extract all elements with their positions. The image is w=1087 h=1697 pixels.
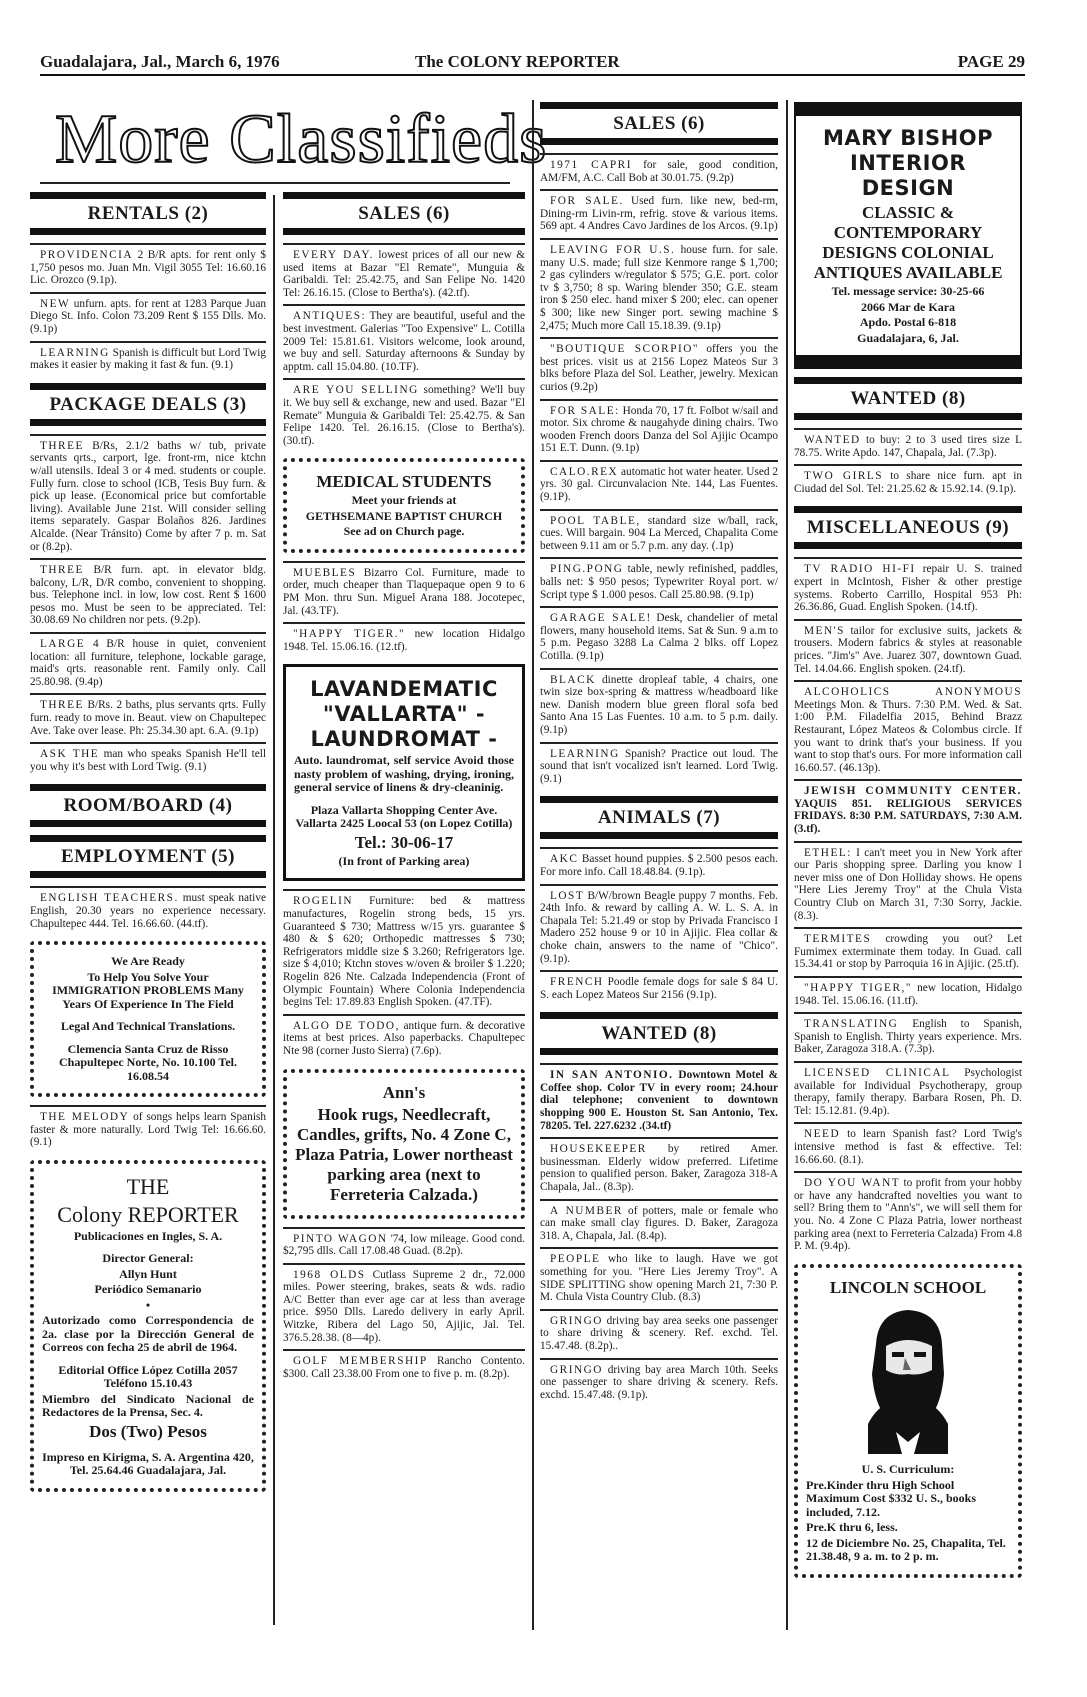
box-text-line: Tel.: 30-06-17 xyxy=(354,832,454,852)
ad-text: to profit from your hobby or have any handcrafted novelties you want to sell? Bring them to "Ann's", we will sell them for you. No. 4 Zone C Plaza Patria, lower northeast parking area (next to Ferreteria Calzada) From 4.8 P. M. (9.4p). xyxy=(794,1177,1022,1253)
classified-ad xyxy=(540,970,778,1006)
box-text-line: Guadalajara, 6, Jal. xyxy=(857,330,959,345)
ad-text: 2 B/R apts. for rent only $ 1,750 pesos mo. Juan Mn. Vigil 3055 Tel: 16.60.16 Lic. Orozco (9.1p). xyxy=(30,249,266,287)
ad-lead-words: LEARNING xyxy=(550,747,620,760)
ad-lead-words: TV RADIO HI-FI xyxy=(804,563,916,576)
classified-ad xyxy=(540,1063,778,1137)
box-text-line: Auto. laundromat, self service Avoid those nasty problem of washing, drying, ironing, general service of linens & dry-cleaninig. xyxy=(294,753,514,795)
ad-lead-words: BLACK xyxy=(550,673,596,686)
ad-lead-words: 1971 CAPRI xyxy=(550,159,632,171)
ad-lead-words: POOL TABLE, xyxy=(550,514,641,527)
section-header: ANIMALS (7) xyxy=(540,796,778,839)
ad-text: unfurn. apts. for rent at 1283 Parque Juan Diego St. Info. Colon 73.209 Rent $ 155 Dlls. Mo. (9.1p) xyxy=(30,297,266,335)
classified-ad xyxy=(283,622,525,658)
classified-ad xyxy=(283,1263,525,1350)
page-title: More Classifieds xyxy=(55,101,548,178)
column-3 xyxy=(540,96,778,1406)
classified-ad xyxy=(794,1171,1022,1258)
ad-text: repair U. S. trained expert in McIntosh, Fisher & other prestige systems. Roberto Carrillo, Hospital 953 Ph: 26.36.86, Guad. English Spoken. (14.tf). xyxy=(794,563,1022,614)
ad-text: standard size w/ball, rack, cues. Will bargain. 904 La Merced, Chapalita Come between 9.11 am or 5.7 p.m. any day. (.1p) xyxy=(540,514,778,552)
classified-ad xyxy=(283,1227,525,1263)
ad-lead-words: GRINGO xyxy=(550,1363,603,1376)
ad-text: Poodle female dogs for sale $ 84 U. S. each Lopez Mateos Sur 2156 (9.1p). xyxy=(540,976,779,1001)
ad-lead-words: TERMITES xyxy=(804,933,872,946)
classified-ad xyxy=(540,238,778,337)
box-text-line: Director General: xyxy=(102,1251,194,1266)
ad-text: offers you the best prices. visit us at 2156 Lopez Mateos Sur 3 blks before Plaza del Sol. Leather, jewelry. Mexican curios (9.2p) xyxy=(540,343,778,393)
classified-ad xyxy=(794,1061,1022,1122)
box-text-line: Meet your friends at xyxy=(351,493,457,508)
classified-ad xyxy=(540,668,778,742)
dateline: Guadalajara, Jal., March 6, 1976 xyxy=(40,52,280,71)
ad-text: man who speaks Spanish He'll tell you why it's best with Lord Twig. (9.1) xyxy=(30,748,266,773)
classified-ad xyxy=(794,1122,1022,1171)
ad-lead-words: DO YOU WANT xyxy=(804,1177,901,1190)
classified-ad xyxy=(30,558,266,632)
box-text-line: LAVANDEMATIC "VALLARTA" - LAUNDROMAT - xyxy=(310,677,498,752)
classified-ad xyxy=(283,378,525,452)
ad-text: Furniture: bed & mattress manufactures, Rogelin strong beds, 15 yrs. Guaranteed $ 730; Mattress w/15 yrs. guarantee $ 480 & $ 620; Orthopedic mattresses $ 730; Refrigerators middle size $ 3.260; Refrigerators lge. size $ 4,010; Ktchn stoves w/oven & broiler $ 1.220; Rogelin 826 Nte. Calzada Independencia (Front of Olympic Fountain) Where Colonia Independencia begins Tel: 17.89.83 English Spoken. (47.TF). xyxy=(283,895,525,1009)
classified-ad xyxy=(283,304,525,378)
ad-lead-words: "HAPPY TIGER." xyxy=(293,628,406,641)
classified-ad xyxy=(540,399,778,460)
ad-lead-words: EVERY DAY. xyxy=(293,249,374,261)
ad-lead-words: FOR SALE. xyxy=(550,195,624,208)
box-text-line: Dos (Two) Pesos xyxy=(89,1421,207,1441)
box-text-line: Autorizado como Correspondencia de 2a. clase por la Dirección General de Correos con fecha 25 de abril de 1964. xyxy=(42,1313,254,1355)
ad-text: Meetings Mon. & Thurs. 7:30 P.M. Wed. & Sat. 1:00 P.M. Filadelfia 2015, Behind Brazz Restaurant, López Mateos & Colombus circle. If you want to drink that's your business. If you want to stop that's ours. For more information call 16.60.57. (46.13p). xyxy=(794,698,1022,774)
box-text-line: Hook rugs, Needlecraft, Candles, grifts, No. 4 Zone C, Plaza Patria, Lower northeast parking area (next to Ferreteria Calzada.) xyxy=(295,1104,513,1204)
box-text-line: CLASSIC & CONTEMPORARY DESIGNS COLONIAL ANTIQUES AVAILABLE xyxy=(813,203,1003,282)
classified-ad xyxy=(283,889,525,1013)
box-text-line: See ad on Church page. xyxy=(343,524,465,539)
box-text-line: MEDICAL STUDENTS xyxy=(316,472,492,492)
medical-students-ad xyxy=(283,458,525,553)
ad-text: to learn Spanish fast? Lord Twig's intensive method is fast & effective. Tel: 16.66.60. (8.1). xyxy=(794,1128,1022,1166)
ad-text: Psychologist available for Individual Psychotherapy, group therapy, family therapy. Barbara Rosen, Ph. D. Tel: 15.12.81. (9.4p). xyxy=(794,1066,1022,1117)
section-header: SALES (6) xyxy=(540,102,778,145)
ad-lead-words: GOLF MEMBERSHIP xyxy=(293,1355,428,1368)
ad-lead-words: TRANSLATING xyxy=(804,1018,899,1031)
ad-lead-words: THREE xyxy=(40,439,84,452)
ad-lead-words: GRINGO xyxy=(550,1314,603,1327)
classified-ad xyxy=(540,460,778,509)
section-header: ROOM/BOARD (4) xyxy=(30,784,266,827)
ad-text: must speak native English, 20.30 years no experience necessary. Chapultepec 444. Tel. 16.66.60. (44.tf). xyxy=(30,892,266,930)
colony-reporter-masthead xyxy=(30,1160,266,1492)
ad-text: B/Rs. 2 baths, plus servants qrts. Fully furn. ready to move in. Beaut. view on Chapultepec Ave. Take over lease. Ph: 25.34.30 apt. 6.A. (9.1p) xyxy=(30,699,267,737)
ad-text: Used furn. like new, bed-rm, Dining-rm Livin-rm, refrig. stove & various items. 569 apt. 4 Andres Cavo Jardines de los Arcos. (9.1p) xyxy=(540,195,778,233)
classified-ad xyxy=(540,509,778,558)
ad-lead-words: LARGE xyxy=(40,638,86,651)
ad-text: to share nice furn. apt in Ciudad del Sol. Tel: 21.25.62 & 15.92.14. (9.1p). xyxy=(794,470,1023,495)
column-divider xyxy=(532,100,534,1630)
ad-lead-words: GARAGE SALE! xyxy=(550,612,652,625)
classified-ad xyxy=(540,1137,778,1198)
ad-text: who like to laugh. Have we got something for you. "Here Lies Jeremy Troy". A SIDE SPLITTING show opening March 21, 7:30 P. M. Chula Vista Country Club. (8.3) xyxy=(540,1253,778,1304)
classified-ad xyxy=(283,561,525,622)
box-text-line: THE xyxy=(126,1173,170,1199)
ad-lead-words: IN SAN ANTONIO. xyxy=(550,1069,674,1082)
ad-text: driving bay area seeks one passenger to share driving & scenery. Ref. exchd. Tel. 15.47.48. (8.2p).. xyxy=(540,1314,778,1352)
ad-text: by retired Amer. businessman. Elderly widow preferred. Lifetime pension to qualified person. Baker, Zaragoza 318-A Chapala, Jal.. (8.3p). xyxy=(540,1143,778,1194)
lincoln-portrait-image xyxy=(806,1304,1010,1458)
title-divider xyxy=(40,182,510,184)
ad-text: Cutlass Supreme 2 dr., 72.000 miles. Power steering, brakes, seats & wds. radio A/C Better than ever age car at less than average price. $950 Dlls. Laredo delivery in early April. Witzke, Ribera del Lago 50, Ajijic, Jal. Tel. 376.5.28.38. (8—4p). xyxy=(283,1268,526,1344)
ad-text: for sale, good condition, AM/FM, A.C. Call Bob at 30.01.75. (9.2p) xyxy=(540,159,778,184)
ad-lead-words: PINTO WAGON xyxy=(293,1232,388,1245)
classified-ad xyxy=(30,742,266,778)
box-text-line: MARY BISHOP INTERIOR DESIGN xyxy=(823,126,993,200)
ad-lead-words: THREE xyxy=(40,699,84,712)
ad-lead-words: MUEBLES xyxy=(293,566,357,579)
ad-text: I can't meet you in New York after our Paris shopping spree. Darling you know I never miss one of Don Holliday shows. He opens "Here Lies Jeremy Troy" at the Chula Vista Country Club on March 31, 7:30 Sorry, Jackie. (8.3). xyxy=(794,846,1022,922)
classified-ad xyxy=(540,884,778,971)
classified-ad xyxy=(540,1247,778,1308)
classified-ad xyxy=(794,841,1022,928)
ad-text: dinette dropleaf table, 4 chairs, one twin size box-spring & mattress w/headboard like new. Danish modern blue green floral sofa bed Santo Ana 15 Las Fuentes. 10 a.m. to 5 p.m. daily. (9.1p) xyxy=(540,673,778,736)
classified-ad xyxy=(540,606,778,667)
box-text-line: 12 de Diciembre No. 25, Chapalita, Tel. 21.38.48, 9 a. m. to 2 p. m. xyxy=(806,1535,1006,1564)
box-text-line: LINCOLN SCHOOL xyxy=(829,1277,987,1297)
ad-lead-words: ALCOHOLICS ANONYMOUS xyxy=(804,686,1022,699)
ad-lead-words: 1968 OLDS xyxy=(293,1268,366,1281)
ad-lead-words: CALO.REX xyxy=(550,465,619,478)
box-text-line: U. S. Curriculum: xyxy=(861,1462,955,1477)
ad-lead-words: PEOPLE xyxy=(550,1253,601,1266)
ad-lead-words: MEN'S xyxy=(804,624,845,637)
ad-lead-words: "BOUTIQUE SCORPIO" xyxy=(550,343,700,356)
box-text-line: Pre.Kinder thru High School Maximum Cost $332 U. S., books included, 7.12. xyxy=(806,1477,977,1519)
ad-text: table, newly refinished, paddles, balls net: $ 950 pesos; Typewriter Royal port. w/ Script type $ 1.000 pesos. Call 25.80.98. (9.1p) xyxy=(540,563,779,601)
ad-text: something? We'll buy it. We buy sell & exchange, new and used. Bazar "El Remate" Munguia & Garibaldi Tel: 25.42.75. & San Felipe 1420. Tel. 26.16.15. (Close to Bertha's). (30.tf). xyxy=(283,384,525,447)
page-masthead xyxy=(40,52,1025,76)
page-number: PAGE 29 xyxy=(957,52,1025,71)
ad-text: They are beautiful, useful and the best investment. Galerias "Too Expensive" L. Cotilla 2009 Tel: 15.81.61. Visitors welcome, look around, we buy and sell. Saturday afternoons & Sunday by apptm. call 15.04.80. (10.TF). xyxy=(283,310,525,373)
classified-ad xyxy=(794,428,1022,464)
ad-text: Spanish? Practice out loud. The sound that isn't vocalized isn't learned. Lord Twig. (9.1) xyxy=(540,747,778,785)
lavandematic-ad xyxy=(283,664,525,881)
ad-lead-words: THE MELODY xyxy=(40,1111,130,1124)
box-text-line: Publicaciones en Ingles, S. A. xyxy=(73,1228,223,1243)
ad-lead-words: NEED xyxy=(804,1128,841,1141)
classified-ad xyxy=(794,680,1022,779)
ad-lead-words: LEARNING xyxy=(40,346,110,359)
column-divider xyxy=(786,100,788,1630)
ad-lead-words: LICENSED CLINICAL xyxy=(804,1066,951,1079)
box-text-line: Allyn Hunt xyxy=(119,1266,177,1281)
ad-text: of potters, male or female who can make small clay figures. D. Baker, Zaragoza 318. A, Chapala, Jal. (8.4p). xyxy=(540,1204,778,1242)
ad-lead-words: WANTED xyxy=(804,434,861,446)
box-text-line: Tel. message service: 30-25-66 xyxy=(831,284,985,298)
section-header: EMPLOYMENT (5) xyxy=(30,835,266,878)
ad-text: of songs helps learn Spanish faster & more naturally. Lord Twig Tel: 16.66.60. (9.1) xyxy=(30,1111,267,1149)
classified-ad xyxy=(540,337,778,398)
ad-text: B/R furn. apt. in elevator bldg. balcony, L/R, D/R combo, convenient to shopping. bus. Telephone incl. in low, low cost. Rent $ 1600 pesos mo. Must be seen to be appreciated. Tel: 30.08.69 No children nor pets. (9.2p). xyxy=(30,564,266,627)
classified-ad xyxy=(540,1199,778,1248)
classified-ad xyxy=(283,243,525,304)
column-1 xyxy=(30,186,266,1500)
classified-ad xyxy=(794,464,1022,500)
classified-ad xyxy=(30,1105,266,1154)
classified-ad xyxy=(283,1349,525,1385)
ad-lead-words: JEWISH COMMUNITY CENTER. xyxy=(804,785,1022,798)
ad-text: Basset hound puppies. $ 2.500 pesos each. For more info. Call 18.48.84. (9.1p). xyxy=(540,853,778,878)
classified-ad xyxy=(540,742,778,791)
ad-lead-words: "HAPPY TIGER," xyxy=(804,982,912,994)
ad-text: tailor for exclusive suits, jackets & trousers. Modern fabrics & styles at reasonable prices. "Jim's" Ave. Juarez 307, downtown Guad. Tel. 14.04.66. English spoken. (24.tf). xyxy=(794,624,1022,675)
lincoln-school-ad xyxy=(794,1264,1022,1578)
ad-text: Downtown Motel & Coffee shop. Color TV in every room; 24.hour dial telephone; convenient to downtown shopping 900 E. Houston St. San Antonio, Tex. 78205. Tel. 227.6232 .(34.tf) xyxy=(540,1069,779,1132)
ad-text: house furn. for sale. many U.S. made; full size Kenmore range $ 1,700; 2 gas cylinders w/regulator $ 575; G.E. port. color tv $ 3,750; 8 sp. Waring blender 350; G.E. steam iron $ 250 elec. hand mixer $ 200; elec. can opener $ 300; like new Singer port. sewing machine $ 2,475; Much more Call 15.18.39. (9.1p) xyxy=(540,243,778,332)
ad-lead-words: FRENCH xyxy=(550,976,604,989)
ad-lead-words: ANTIQUES: xyxy=(293,310,367,323)
box-text-line: Impreso en Kirigma, S. A. Argentina 420, Tel. 25.64.46 Guadalajara, Jal. xyxy=(42,1449,254,1478)
ad-text: driving bay area March 10th. Seeks one passenger to share driving & scenery. Refs. exchd. 15.47.48. (9.1p). xyxy=(540,1363,778,1401)
classified-ad xyxy=(30,693,266,742)
ad-text: automatic hot water heater. Used 2 yrs. 30 gal. Circunvalacion Nte. 144, Las Fuentes. (9.1P). xyxy=(540,465,779,504)
section-header: RENTALS (2) xyxy=(30,192,266,235)
box-text-line: 2066 Mar de Kara xyxy=(860,299,956,314)
box-text-line: (In front of Parking area) xyxy=(338,853,470,868)
classified-ad xyxy=(540,557,778,606)
classified-ad xyxy=(540,189,778,238)
immigration-ad xyxy=(30,941,266,1097)
ad-lead-words: ARE YOU SELLING xyxy=(293,384,419,397)
ad-text: English to Spanish, Spanish to English. Thirty years experience. Mrs. Baker, Zaragoza 318.A. (7.3p). xyxy=(794,1018,1022,1056)
ad-text: YAQUIS 851. RELIGIOUS SERVICES FRIDAYS. 8:30 P.M. SATURDAYS, 7:30 A.M. (3.tf). xyxy=(794,797,1022,836)
classified-ad xyxy=(794,927,1022,976)
ad-text: new location Hidalgo 1948. Tel. 15.06.16. (12.tf). xyxy=(283,628,525,653)
ad-lead-words: LEAVING FOR U.S. xyxy=(550,243,676,256)
section-header: WANTED (8) xyxy=(794,377,1022,420)
box-text-line: We Are Ready xyxy=(111,954,185,969)
box-text-line: Periódico Semanario xyxy=(94,1282,202,1297)
column-2 xyxy=(283,186,525,1385)
box-text-line: • xyxy=(145,1297,151,1312)
ad-lead-words: NEW xyxy=(40,297,71,310)
ad-lead-words: ENGLISH TEACHERS. xyxy=(40,892,179,905)
box-text-line: Editorial Office López Cotilla 2057 Teléfono 15.10.43 xyxy=(58,1362,238,1391)
classified-ad xyxy=(540,847,778,883)
classified-ad xyxy=(794,779,1022,840)
classified-ad xyxy=(30,243,266,292)
ad-lead-words: ETHEL: xyxy=(804,846,852,859)
ad-text: Bizarro Col. Furniture, made to order, much cheaper than Tlaquepaque open 9 to 6 PM Mon. thru Sun. Miguel Arana 188. Jocotepec, Jal. (43.TF). xyxy=(283,566,526,617)
ad-text: B/Rs, 2.1/2 baths w/ tub, private servants qrts., carport, lge. front-rm, nice ktchn w/all utensils. Ideal 3 or 4 med. students or couple. Fully furn. close to school (ICB, Tesis Buy furn. & pick up lease. (Economical price but comfortable living). Available June 21st. Will consider selling items separately. Gaspar Bolaños 826. Jardines Alcalde. (Near Tránsito) Come by after 7 p. m. Sat or (8.2p). xyxy=(30,439,267,553)
box-text-line: Clemencia Santa Cruz de Risso Chapultepec Norte, No. 10.100 Tel. 16.08.54 xyxy=(59,1041,237,1083)
ad-text: to buy: 2 to 3 used tires size L 78.75. Write Apdo. 147, Chapala, Jal. (7.3p). xyxy=(794,434,1023,459)
box-text-line: GETHSEMANE BAPTIST CHURCH xyxy=(305,508,503,523)
box-text-line: Colony REPORTER xyxy=(57,1201,239,1227)
box-text-line: To Help You Solve Your IMMIGRATION PROBLEMS Many Years Of Experience In The Field xyxy=(52,969,244,1011)
classified-ad xyxy=(794,1012,1022,1061)
classified-ad xyxy=(540,153,778,189)
ad-lead-words: THREE xyxy=(40,564,84,577)
ad-text: '74, low mileage. Good cond. $2,795 dlls. Call 17.08.48 Guad. (8.2p). xyxy=(283,1232,525,1258)
ad-text: antique furn. & decorative items at best prices. Also paperbacks. Chapultepec Nte 98 (corner Justo Sierra) (7.6p). xyxy=(283,1019,525,1057)
box-text-line: Miembro del Sindicato Nacional de Redactores de la Prensa, Sec. 4. xyxy=(42,1391,254,1420)
ad-lead-words: FOR SALE: xyxy=(550,404,620,417)
box-text-line: Pre.K thru 6, less. xyxy=(806,1520,898,1535)
ad-text: Spanish is difficult but Lord Twig makes it easier by making it fast & fun. (9.1) xyxy=(30,346,266,372)
ad-lead-words: ROGELIN xyxy=(293,895,354,908)
ad-lead-words: AKC xyxy=(550,853,579,866)
ad-text: lowest prices of all our new & used items at Bazar "El Remate", Munguia & Garibaldi. Tel: 25.42.75, and San Felipe No. 1420 Tel: 26.16.15. (Close to Bertha's). (42.tf). xyxy=(283,249,525,299)
classified-ad xyxy=(30,886,266,935)
box-text-line: Apdo. Postal 6-818 xyxy=(859,315,957,329)
newspaper-name: The COLONY REPORTER xyxy=(415,52,620,71)
classified-ad xyxy=(794,557,1022,618)
classified-ad xyxy=(794,619,1022,680)
section-header: PACKAGE DEALS (3) xyxy=(30,383,266,426)
ad-text: crowding you out? Let Fumimex exterminate them today. In Guad. call 15.34.41 or stop by Parroquia 16 in Ajijic. (25.tf). xyxy=(794,933,1023,971)
classified-ad xyxy=(30,341,266,377)
anns-ad xyxy=(283,1069,525,1219)
ad-lead-words: ASK THE xyxy=(40,748,100,761)
ad-text: 4 B/R house in quiet, convenient location: all furniture, telephone, lockable garage, maid's qrts. reasonable rent. Family only. Call 25.80.98. (9.4p) xyxy=(30,638,266,688)
classified-ad xyxy=(30,292,266,341)
ad-text: new location, Hidalgo 1948. Tel. 15.06.16. (11.tf). xyxy=(794,982,1023,1007)
mary-bishop-ad xyxy=(794,102,1022,369)
ad-lead-words: PING.PONG xyxy=(550,563,624,576)
ad-lead-words: A NUMBER xyxy=(550,1204,623,1217)
ad-text: Desk, chandelier of metal flowers, many household items. Sat & Sun. 9 a.m to 5 p.m. Pegaso 3288 La Calma 2 blks. off Lopez Cotilla. (9.1p) xyxy=(540,612,779,662)
box-text-line: Ann's xyxy=(382,1082,426,1102)
box-text-line: Legal And Technical Translations. xyxy=(60,1019,236,1034)
ad-lead-words: LOST xyxy=(550,889,585,902)
ad-lead-words: ALGO DE TODO, xyxy=(293,1019,400,1032)
column-4 xyxy=(794,96,1022,1586)
ad-text: Rancho Contento. $300. Call 23.38.00 From one to five p. m. (8.2p). xyxy=(283,1355,525,1380)
classified-ad xyxy=(30,434,266,558)
classified-ad xyxy=(540,1309,778,1358)
ad-lead-words: TWO GIRLS xyxy=(804,470,884,483)
ad-lead-words: PROVIDENCIA xyxy=(40,249,134,261)
section-header: MISCELLANEOUS (9) xyxy=(794,506,1022,549)
ad-lead-words: HOUSEKEEPER xyxy=(550,1143,647,1156)
classified-ad xyxy=(283,1014,525,1063)
box-text-line: Plaza Vallarta Shopping Center Ave. Vallarta 2425 Loocal 53 (on Lopez Cotilla) xyxy=(295,802,513,831)
classified-ad xyxy=(540,1358,778,1407)
classified-ad xyxy=(794,976,1022,1012)
column-divider xyxy=(273,195,275,1625)
section-header: WANTED (8) xyxy=(540,1012,778,1055)
section-header: SALES (6) xyxy=(283,192,525,235)
ad-text: B/W/brown Beagle puppy 7 months. Feb. 24th Info. & reward by calling A. W. L. S. A. in Chapala Tel: 5.21.49 or stop by Privada Francisco I Madero 252 house 9 or 10 in Ajijic. Flea collar & choke chain, answers to the name of "Chico". (9.1p). xyxy=(540,889,778,965)
ad-text: Honda 70, 17 ft. Folbot w/sail and motor. Six chrome & naugahyde dining chairs. Two wooden French doors Danza del Sol Ajijic Ocampo 151 E.T. Dunn. (9.1p) xyxy=(540,404,778,455)
classified-ad xyxy=(30,632,266,693)
